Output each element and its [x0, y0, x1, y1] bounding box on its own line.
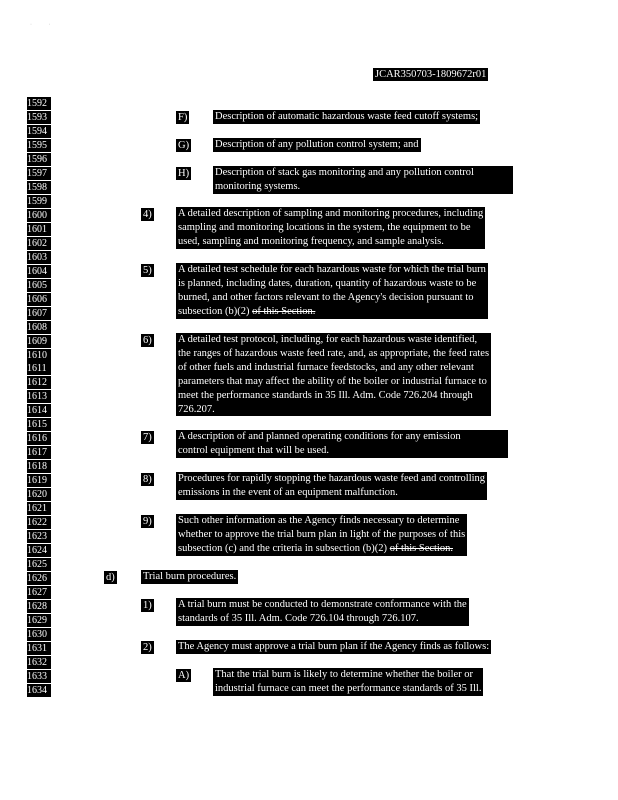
line-number: 1629 — [27, 614, 51, 627]
line-number: 1596 — [27, 153, 51, 166]
line-number: 1625 — [27, 558, 51, 571]
item-text-9 — [176, 514, 467, 556]
item-text-6 — [176, 333, 491, 416]
line-number: 1623 — [27, 530, 51, 543]
text-line: meet the performance standards in 35 Ill. Adm. Code 726.204 through — [178, 389, 473, 401]
line-number: 1617 — [27, 446, 51, 459]
struck-text: of this Section. — [389, 542, 453, 554]
item-text-H — [213, 166, 513, 194]
line-number: 1612 — [27, 376, 51, 389]
text-line: burned, and other factors relevant to the Agency's decision pursuant to — [178, 291, 474, 303]
line-number: 1602 — [27, 237, 51, 250]
text-line: of other fuels and industrial furnace feedstocks, and any other relevant — [178, 361, 474, 373]
line-number: 1611 — [27, 362, 51, 375]
text-line: That the trial burn is likely to determine whether the boiler or — [215, 669, 474, 680]
line-number: 1618 — [27, 460, 51, 473]
item-label-F: F) — [178, 112, 188, 123]
line-number: 1593 — [27, 111, 51, 124]
line-number: 1592 — [27, 97, 51, 110]
text-line: control equipment that will be used. — [178, 444, 330, 456]
item-label-d1: 1) — [143, 600, 152, 611]
line-number: 1607 — [27, 307, 51, 320]
text-segment: subsection (b)(2) — [178, 305, 253, 317]
text-line-with-deletion — [178, 305, 486, 319]
line-number: 1608 — [27, 321, 51, 334]
line-number: 1621 — [27, 502, 51, 515]
text-line: used, sampling and monitoring frequency, and sample analysis. — [178, 235, 444, 247]
line-number: 1595 — [27, 139, 51, 152]
line-number: 1599 — [27, 195, 51, 208]
text-line: sampling and monitoring locations in the system, the equipment to be — [178, 221, 471, 233]
item-label-d2: 2) — [143, 642, 152, 653]
item-text-d — [141, 570, 238, 584]
struck-text: of this Section. — [252, 305, 316, 317]
item-label-A: A) — [178, 670, 190, 681]
line-number: 1594 — [27, 125, 51, 138]
line-number: 1631 — [27, 642, 51, 655]
text-line: 726.207. — [178, 403, 215, 415]
text-line-with-deletion — [178, 542, 465, 556]
line-number: 1614 — [27, 404, 51, 417]
line-number: 1634 — [27, 684, 51, 697]
item-label-9: 9) — [143, 516, 152, 527]
text-line: Description of any pollution control system; and — [215, 139, 419, 150]
line-number: 1609 — [27, 335, 51, 348]
line-number: 1626 — [27, 572, 51, 585]
item-label-6: 6) — [143, 335, 152, 346]
item-text-d1 — [176, 598, 469, 626]
line-number: 1624 — [27, 544, 51, 557]
text-line: parameters that may affect the ability of the boiler or industrial furnace to — [178, 375, 487, 387]
line-number: 1613 — [27, 390, 51, 403]
line-number: 1601 — [27, 223, 51, 236]
text-line: Description of automatic hazardous waste feed cutoff systems; — [215, 111, 479, 122]
text-line: A description of and planned operating conditions for any emission — [178, 431, 461, 442]
line-number: 1605 — [27, 279, 51, 292]
text-line: Trial burn procedures. — [143, 571, 237, 582]
item-text-8 — [176, 472, 487, 500]
text-line: monitoring systems. — [215, 180, 301, 192]
text-line: Description of stack gas monitoring and any pollution control — [215, 167, 474, 178]
item-label-8: 8) — [143, 474, 152, 485]
item-text-A — [213, 668, 483, 696]
item-text-4 — [176, 207, 485, 249]
text-line: whether to approve the trial burn plan in light of the purposes of this — [178, 528, 466, 540]
line-number: 1633 — [27, 670, 51, 683]
text-line: A detailed test schedule for each hazardous waste for which the trial burn — [178, 264, 486, 275]
text-line: Procedures for rapidly stopping the hazardous waste feed and controlling — [178, 473, 486, 484]
document-id: JCAR350703-1809672r01 — [375, 69, 487, 80]
text-line: Such other information as the Agency finds necessary to determine — [178, 515, 460, 526]
item-text-7 — [176, 430, 508, 458]
item-label-4: 4) — [143, 209, 152, 220]
text-line: A detailed test protocol, including, for each hazardous waste identified, — [178, 334, 478, 345]
item-text-d2 — [176, 640, 491, 654]
line-number: 1619 — [27, 474, 51, 487]
text-line: A detailed description of sampling and monitoring procedures, including — [178, 208, 484, 219]
line-number: 1627 — [27, 586, 51, 599]
line-number: 1632 — [27, 656, 51, 669]
text-segment: subsection (c) and the criteria in subsection (b)(2) — [178, 542, 390, 554]
text-line: the ranges of hazardous waste feed rate, and, as appropriate, the feed rates — [178, 347, 490, 359]
line-number: 1620 — [27, 488, 51, 501]
line-number: 1604 — [27, 265, 51, 278]
text-line: is planned, including dates, duration, quantity of hazardous waste to be — [178, 277, 477, 289]
line-number: 1597 — [27, 167, 51, 180]
item-text-F — [213, 110, 480, 124]
line-number: 1622 — [27, 516, 51, 529]
line-number: 1630 — [27, 628, 51, 641]
line-number: 1606 — [27, 293, 51, 306]
line-number: 1603 — [27, 251, 51, 264]
text-line: standards of 35 Ill. Adm. Code 726.104 through 726.107. — [178, 612, 419, 624]
line-number: 1616 — [27, 432, 51, 445]
text-line: emissions in the event of an equipment malfunction. — [178, 486, 398, 498]
item-text-5 — [176, 263, 488, 319]
text-line: industrial furnace can meet the performance standards of 35 Ill. — [215, 682, 482, 694]
line-number: 1600 — [27, 209, 51, 222]
item-label-H: H) — [178, 168, 190, 179]
item-label-7: 7) — [143, 432, 152, 443]
item-label-d: d) — [106, 572, 115, 583]
text-line: The Agency must approve a trial burn plan if the Agency finds as follows: — [178, 641, 490, 652]
text-line: A trial burn must be conducted to demonstrate conformance with the — [178, 599, 467, 610]
line-number: 1615 — [27, 418, 51, 431]
line-number: 1598 — [27, 181, 51, 194]
item-text-G — [213, 138, 421, 152]
item-label-G: G) — [178, 140, 190, 151]
line-number: 1610 — [27, 349, 51, 362]
line-number: 1628 — [27, 600, 51, 613]
scan-specks: · · — [30, 22, 51, 28]
item-label-5: 5) — [143, 265, 152, 276]
